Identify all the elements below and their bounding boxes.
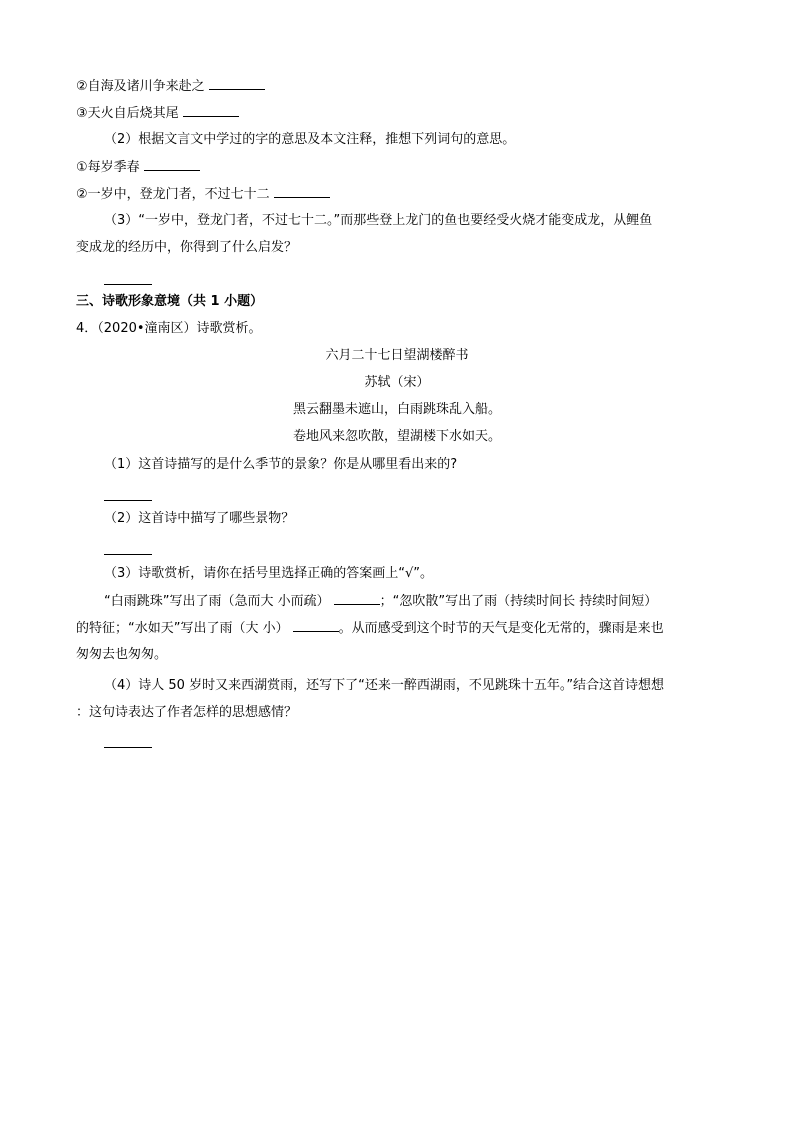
q3-part2-item-1: ①每岁季春 xyxy=(76,157,716,178)
q3-part2-prompt: （2）根据文言文中学过的字的意思及本文注释，推想下列词句的意思。 xyxy=(104,132,516,147)
q4-part3-line-2: 的特征；“水如天”写出了雨（大 小） 。从而感受到这个时节的天气是变化无常的，骤雨是来也 xyxy=(76,618,716,639)
poem-title: 六月二十七日望湖楼醉书 xyxy=(325,348,469,363)
q4-part3-line-3: 匆匆去也匆匆。 xyxy=(76,647,168,662)
q4-part1-prompt: （1）这首诗描写的是什么季节的景象？你是从哪里看出来的? xyxy=(104,457,458,472)
q3-item-2: ②自海及诸川争来赴之 xyxy=(76,76,716,97)
answer-blank[interactable] xyxy=(274,184,330,198)
q4-part3-prompt: （3）诗歌赏析，请你在括号里选择正确的答案画上“√”。 xyxy=(104,566,434,581)
answer-line[interactable] xyxy=(104,283,152,285)
q4-part4-line-1: （4）诗人 50 岁时又来西湖赏雨，还写下了“还来一醉西湖雨，不见跳珠十五年。”结合这首诗想想 xyxy=(104,678,665,693)
answer-blank[interactable] xyxy=(334,591,380,605)
q4-part4-line-2: ：这句诗表达了作者怎样的思想感情？ xyxy=(76,705,298,720)
q4-part2-prompt: （2）这首诗中描写了哪些景物？ xyxy=(104,511,295,526)
q4-part3-line-1: “白雨跳珠”写出了雨（急而大 小而疏） ；“忽吹散”写出了雨（持续时间长 持续时间短） xyxy=(104,591,744,612)
poem-line-1: 黑云翻墨未遮山，白雨跳珠乱入船。 xyxy=(292,402,501,417)
q3-part2-item-2: ②一岁中，登龙门者，不过七十二 xyxy=(76,184,716,205)
answer-blank[interactable] xyxy=(183,103,239,117)
answer-blank[interactable] xyxy=(209,76,265,90)
poem-line-2: 卷地风来忽吹散，望湖楼下水如天。 xyxy=(292,429,501,444)
answer-line[interactable] xyxy=(104,746,152,748)
q3-part3-line-1: （3）“一岁中，登龙门者，不过七十二。”而那些登上龙门的鱼也要经受火烧才能变成龙，从鲤鱼 xyxy=(104,213,653,228)
section-title: 三、诗歌形象意境（共 1 小题） xyxy=(76,294,264,309)
answer-blank[interactable] xyxy=(293,618,339,632)
q4-header: 4．（2020•潼南区）诗歌赏析。 xyxy=(76,321,262,336)
q3-part3-line-2: 变成龙的经历中，你得到了什么启发？ xyxy=(76,240,298,255)
q3-item-3: ③天火自后烧其尾 xyxy=(76,103,716,124)
poem-author: 苏轼（宋） xyxy=(364,375,430,390)
answer-line[interactable] xyxy=(104,553,152,555)
answer-blank[interactable] xyxy=(144,157,200,171)
answer-line[interactable] xyxy=(104,499,152,501)
